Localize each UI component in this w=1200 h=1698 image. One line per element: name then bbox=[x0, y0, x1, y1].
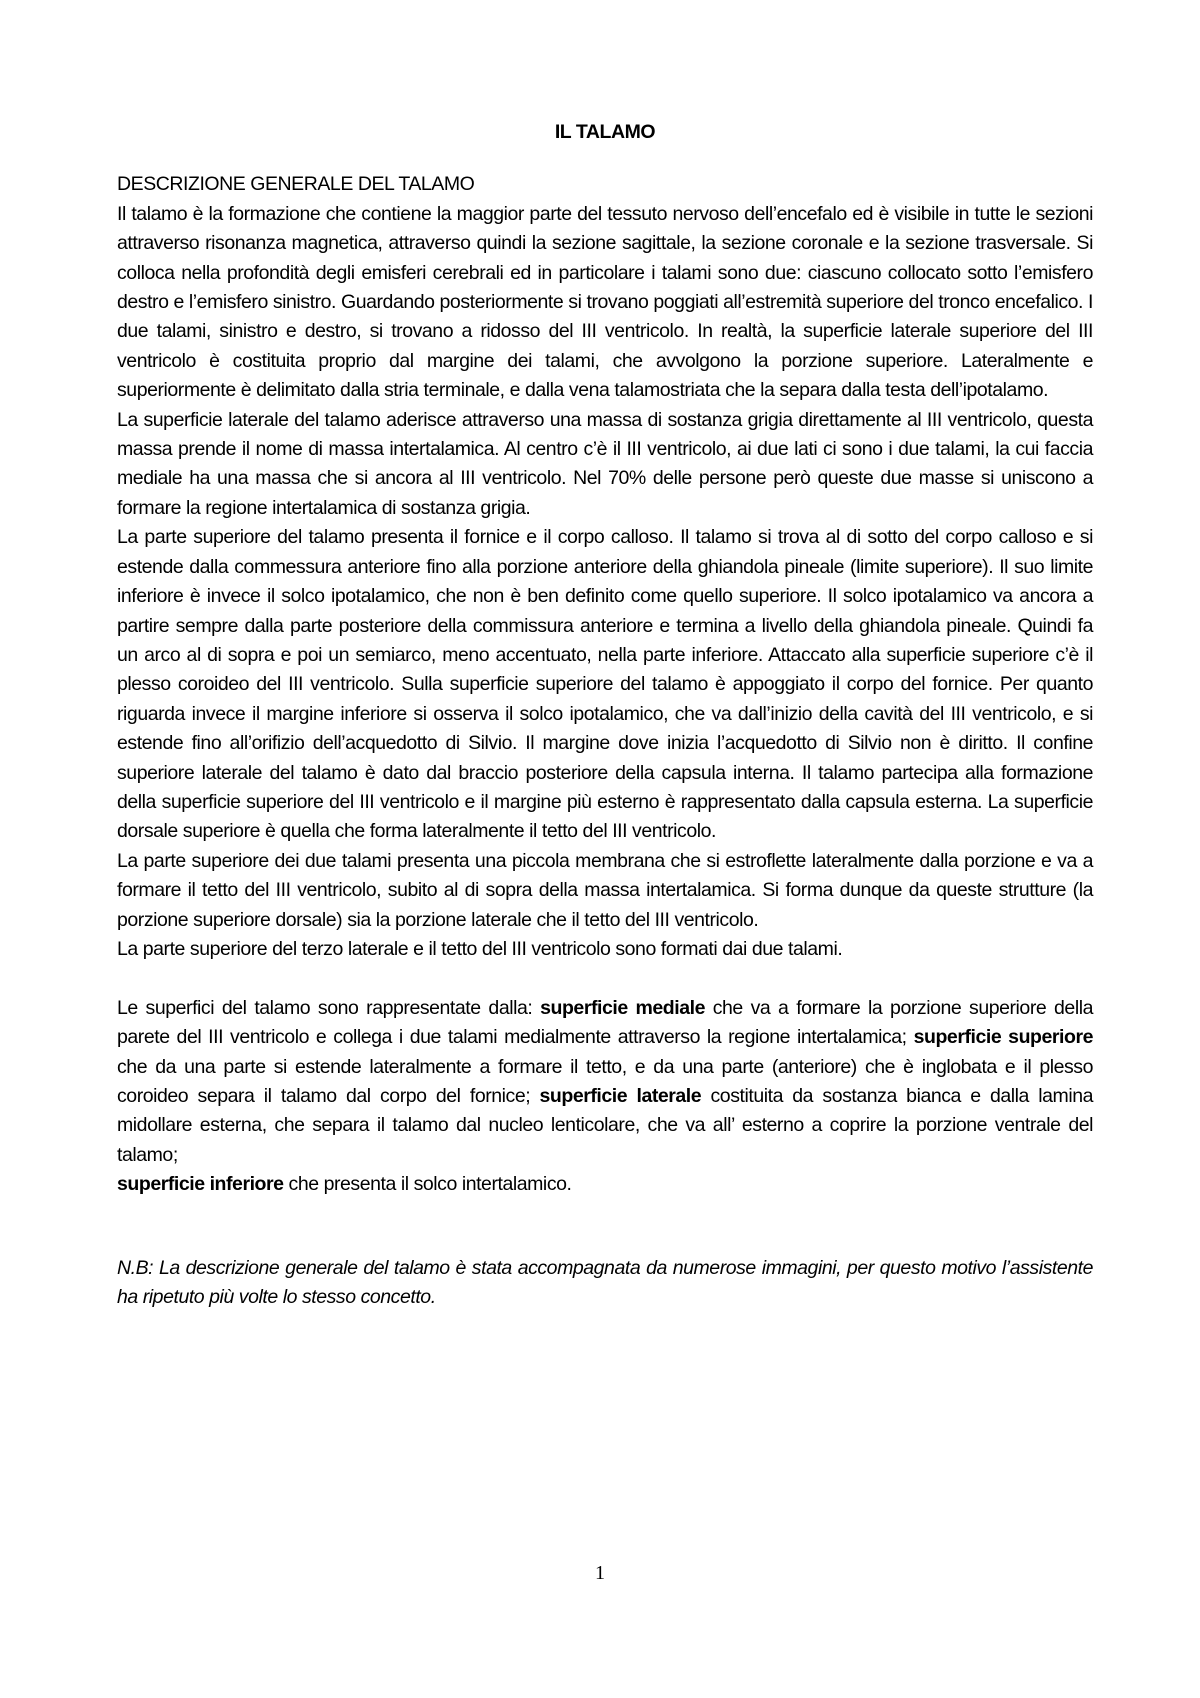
surfaces-lateral-text: costituita da sostanza bianca e dalla lamina midollare esterna, che separa il talamo dal nucleo lenticolare, che va all’ esterno a coprire la porzione ventrale del talamo; bbox=[117, 1084, 1093, 1166]
document-title: IL TALAMO bbox=[554, 121, 656, 143]
paragraph-terzo-laterale: La parte superiore del terzo laterale e il tetto del III ventricolo sono formati dai due talami. bbox=[117, 937, 843, 960]
term-superficie-inferiore: superficie inferiore bbox=[117, 1173, 284, 1196]
section-heading: DESCRIZIONE GENERALE DEL TALAMO bbox=[117, 173, 475, 196]
surfaces-superior-text: che da una parte si estende lateralmente a formare il tetto, e da una parte (anteriore) che è inglobata e il plesso coroideo separa il talamo dal corpo del fornice; bbox=[117, 1055, 1093, 1107]
surfaces-inferior-text: che presenta il solco intertalamico. bbox=[283, 1173, 572, 1196]
paragraph-intro: Il talamo è la formazione che contiene la maggior parte del tessuto nervoso dell’encefalo ed è visibile in tutte le sezioni attraverso risonanza magnetica, attraverso quindi la sezione sagittale, la sezione coronale e la sezione trasversale. Si colloca nella profondità degli emisferi cerebrali ed in particolare i talami sono due: ciascuno collocato sotto l’emisfero destro e l’emisfero sinistro. Guardando posteriormente si trovano poggiati all’estremità superiore del tronco encefalico. I due talami, sinistro e destro, si trovano a ridosso del III ventricolo. In realtà, la superficie laterale superiore del III ventricolo è costituita proprio dal margine dei talami, che avvolgono la porzione superiore. Lateralmente e superiormente è delimitato dalla stria terminale, e dalla vena talamostriata che la separa dalla testa dell’ipotalamo. bbox=[117, 202, 1093, 402]
term-superficie-superiore: superficie superiore bbox=[913, 1026, 1093, 1049]
document-body bbox=[117, 118, 1093, 1312]
paragraph-membrana: La parte superiore dei due talami presenta una piccola membrana che si estroflette lateralmente dalla porzione e va a formare il tetto del III ventricolo, subito al di sopra della massa intertalamica. Si forma dunque da queste strutture (la porzione superiore dorsale) sia la porzione laterale che il tetto del III ventricolo. bbox=[117, 849, 1093, 931]
note-text: N.B: La descrizione generale del talamo è stata accompagnata da numerose immagini, per questo motivo l’assistente ha ripetuto più volte lo stesso concetto. bbox=[117, 1256, 1093, 1309]
paragraph-gap bbox=[117, 964, 1093, 993]
term-superficie-mediale: superficie mediale bbox=[540, 996, 705, 1019]
note-gap bbox=[117, 1200, 1093, 1254]
surfaces-medial-text: che va a formare la porzione superiore della parete del III ventricolo e collega i due talami medialmente attraverso la regione intertalamica; bbox=[117, 996, 1093, 1049]
paragraph-massa-intertalamica: La superficie laterale del talamo aderisce attraverso una massa di sostanza grigia direttamente al III ventricolo, questa massa prende il nome di massa intertalamica. Al centro c’è il III ventricolo, ai due lati ci sono i due talami, la cui faccia mediale ha una massa che si ancora al III ventricolo. Nel 70% delle persone però queste due masse si uniscono a formare la regione intertalamica di sostanza grigia. bbox=[117, 408, 1093, 519]
surfaces-intro: Le superfici del talamo sono rappresentate dalla: bbox=[117, 996, 541, 1019]
term-superficie-laterale: superficie laterale bbox=[539, 1084, 702, 1107]
page-number: 1 bbox=[595, 1562, 605, 1584]
paragraph-parte-superiore: La parte superiore del talamo presenta il fornice e il corpo calloso. Il talamo si trova al di sotto del corpo calloso e si estende dalla commessura anteriore fino alla porzione anteriore della ghiandola pineale (limite superiore). Il suo limite inferiore è invece il solco ipotalamico, che non è ben definito come quello superiore. Il solco ipotalamico va ancora a partire sempre dalla parte posteriore della commissura anteriore e termina a livello della ghiandola pineale. Quindi fa un arco al di sopra e poi un semiarco, meno accentuato, nella parte inferiore. Attaccato alla superficie superiore c’è il plesso coroideo del III ventricolo. Sulla superficie superiore del talamo è appoggiato il corpo del fornice. Per quanto riguarda invece il margine inferiore si osserva il solco ipotalamico, che va dall’inizio della cavità del III ventricolo, e si estende fino all’orifizio dell’acquedotto di Silvio. Il margine dove inizia l’acquedotto di Silvio non è diritto. Il confine superiore laterale del talamo è dato dal braccio posteriore della capsula interna. Il talamo partecipa alla formazione della superficie superiore del III ventricolo e il margine più esterno è rappresentato dalla capsula esterna. La superficie dorsale superiore è quella che forma lateralmente il tetto del III ventricolo. bbox=[117, 526, 1093, 843]
paragraph-superfici bbox=[117, 994, 1093, 1200]
